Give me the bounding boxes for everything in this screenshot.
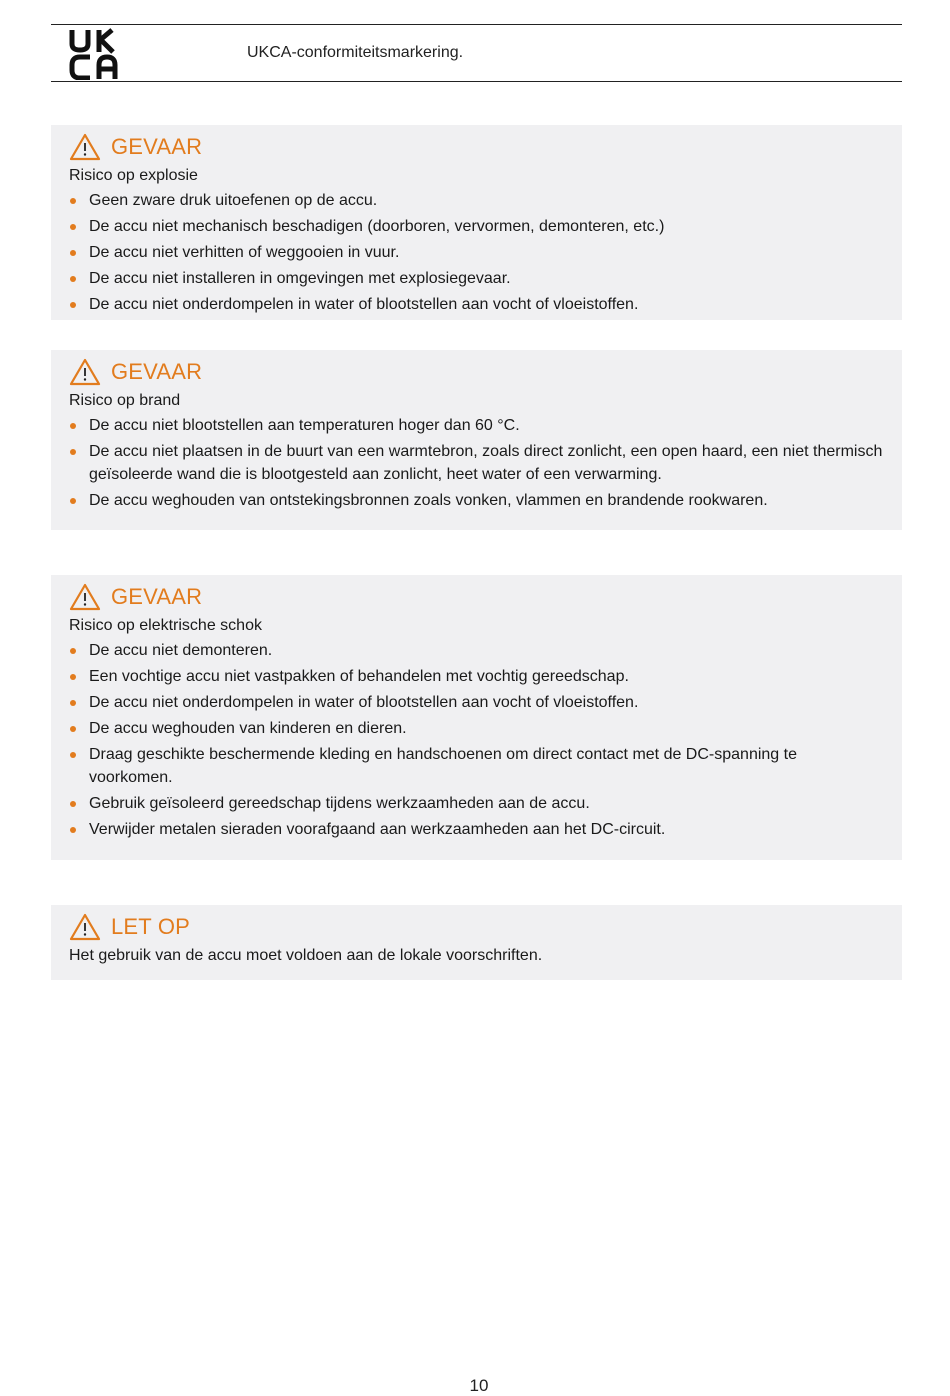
list-item: De accu niet plaatsen in de buurt van een warmtebron, zoals direct zonlicht, een open haard, een niet thermisch geïsoleerde wand die is blootgesteld aan zonlicht, heet water of een verwarming. (69, 440, 884, 486)
section-subtitle: Risico op brand (69, 392, 181, 409)
section-subtitle: Het gebruik van de accu moet voldoen aan de lokale voorschriften. (69, 947, 543, 964)
section-title: LET OP (111, 914, 191, 939)
list-item: Een vochtige accu niet vastpakken of behandelen met vochtig gereedschap. (69, 665, 884, 688)
ukca-description: UKCA-conformiteitsmarkering. (247, 44, 464, 61)
section-subtitle: Risico op explosie (69, 167, 198, 184)
list-item: De accu niet installeren in omgevingen met explosiegevaar. (69, 267, 884, 290)
section-subtitle: Risico op elektrische schok (69, 617, 262, 634)
danger-box-explosion (51, 125, 902, 320)
warning-triangle-icon (69, 358, 101, 386)
list-item: Verwijder metalen sieraden voorafgaand aan werkzaamheden aan het DC-circuit. (69, 818, 884, 841)
list-item: De accu niet onderdompelen in water of blootstellen aan vocht of vloeistoffen. (69, 691, 884, 714)
list-item: Geen zware druk uitoefenen op de accu. (69, 189, 884, 212)
warning-triangle-icon (69, 913, 101, 941)
list-item: De accu niet blootstellen aan temperaturen hoger dan 60 °C. (69, 414, 884, 437)
caution-box (51, 905, 902, 980)
section-title: GEVAAR (111, 134, 203, 159)
list-item: De accu niet mechanisch beschadigen (doorboren, vervormen, demonteren, etc.) (69, 215, 884, 238)
page-number: 10 (469, 1376, 489, 1395)
section-title: GEVAAR (111, 359, 203, 384)
warning-triangle-icon (69, 583, 101, 611)
list-item: Gebruik geïsoleerd gereedschap tijdens werkzaamheden aan de accu. (69, 792, 884, 815)
list-item: De accu niet verhitten of weggooien in vuur. (69, 241, 884, 264)
danger-box-electric-shock (51, 575, 902, 860)
hazard-list (69, 639, 884, 841)
danger-box-fire (51, 350, 902, 530)
list-item: De accu niet demonteren. (69, 639, 884, 662)
section-title: GEVAAR (111, 584, 203, 609)
list-item: Draag geschikte beschermende kleding en handschoenen om direct contact met de DC-spanning te voorkomen. (69, 743, 884, 789)
ukca-logo (68, 28, 124, 80)
list-item: De accu weghouden van kinderen en dieren. (69, 717, 884, 740)
hazard-list (69, 189, 884, 316)
list-item: De accu weghouden van ontstekingsbronnen zoals vonken, vlammen en brandende rookwaren. (69, 489, 884, 512)
list-item: De accu niet onderdompelen in water of blootstellen aan vocht of vloeistoffen. (69, 293, 884, 316)
warning-triangle-icon (69, 133, 101, 161)
hazard-list (69, 414, 884, 512)
ukca-marking-row (51, 24, 902, 82)
